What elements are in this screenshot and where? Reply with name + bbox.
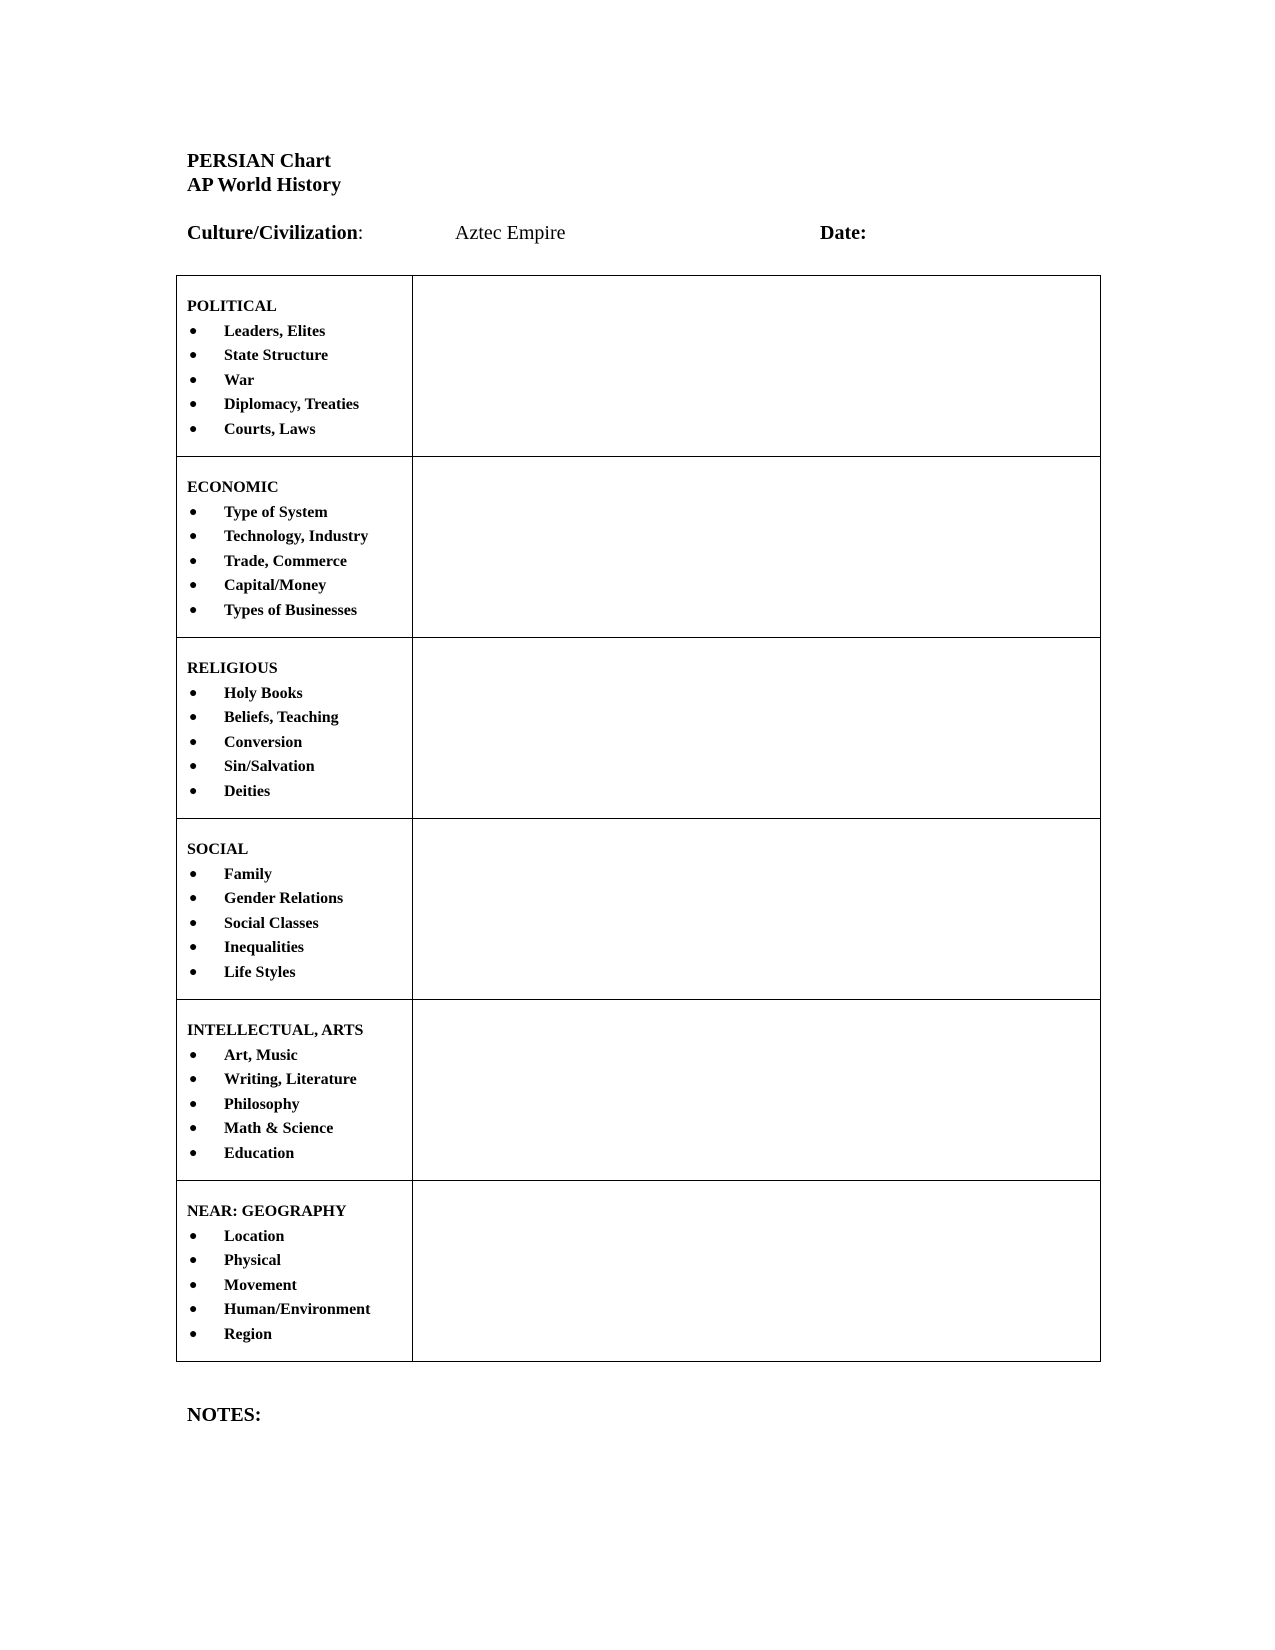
bullet-icon: ● <box>189 1096 198 1112</box>
bullet-icon: ● <box>189 397 198 412</box>
category-item <box>187 418 412 443</box>
page-title: PERSIAN Chart <box>187 150 331 172</box>
category-item-label: Gender Relations <box>224 890 344 907</box>
bullet-icon: ● <box>189 553 198 569</box>
category-cell <box>177 638 413 819</box>
category-item-label: Inequalities <box>224 939 305 956</box>
category-item <box>187 912 412 937</box>
category-item <box>187 344 412 369</box>
category-title: RELIGIOUS <box>187 660 278 677</box>
category-title: INTELLECTUAL, ARTS <box>187 1022 364 1039</box>
category-item <box>187 706 412 731</box>
category-cell <box>177 457 413 638</box>
culture-value: Aztec Empire <box>455 222 566 244</box>
culture-label <box>187 221 363 245</box>
notes-cell-economic[interactable] <box>413 457 1101 638</box>
bullet-icon: ● <box>189 529 198 544</box>
category-title: ECONOMIC <box>187 479 279 496</box>
bullet-icon: ● <box>189 964 198 980</box>
bullet-icon: ● <box>189 734 198 750</box>
bullet-icon: ● <box>189 1047 198 1063</box>
category-list <box>187 1044 412 1167</box>
category-item-label: Capital/Money <box>224 577 327 594</box>
bullet-icon: ● <box>189 866 198 882</box>
category-item-label: Social Classes <box>224 914 319 932</box>
category-item <box>187 682 412 707</box>
bullet-icon: ● <box>189 1121 198 1136</box>
category-item-label: Courts, Laws <box>224 420 316 438</box>
category-item-label: Education <box>224 1144 295 1162</box>
category-item-label: Trade, Commerce <box>224 552 347 570</box>
bullet-icon: ● <box>189 504 198 520</box>
category-item-label: Physical <box>224 1252 281 1269</box>
category-item <box>187 887 412 912</box>
category-list <box>187 1225 412 1348</box>
category-item <box>187 936 412 961</box>
category-item-label: Life Styles <box>224 963 296 981</box>
category-item-label: Leaders, Elites <box>224 322 326 340</box>
notes-cell-geography[interactable] <box>413 1181 1101 1362</box>
category-item-label: War <box>224 371 255 389</box>
notes-cell-intellectual[interactable] <box>413 1000 1101 1181</box>
category-item-label: Beliefs, Teaching <box>224 709 339 726</box>
category-cell <box>177 1000 413 1181</box>
notes-cell-political[interactable] <box>413 276 1101 457</box>
category-item-label: Deities <box>224 782 271 800</box>
category-item <box>187 1142 412 1167</box>
bullet-icon: ● <box>189 1228 198 1244</box>
notes-cell-religious[interactable] <box>413 638 1101 819</box>
category-item <box>187 1068 412 1093</box>
category-item <box>187 1117 412 1142</box>
category-item-label: State Structure <box>224 347 329 364</box>
category-item <box>187 525 412 550</box>
category-item <box>187 961 412 986</box>
section-row-intellectual <box>177 1000 1101 1181</box>
bullet-icon: ● <box>189 685 198 701</box>
category-list <box>187 320 412 443</box>
category-item <box>187 863 412 888</box>
bullet-icon: ● <box>189 891 198 906</box>
category-item-label: Movement <box>224 1276 297 1294</box>
category-item-label: Technology, Industry <box>224 528 369 545</box>
category-item-label: Diplomacy, Treaties <box>224 396 360 413</box>
bullet-icon: ● <box>189 1253 198 1268</box>
category-list <box>187 863 412 986</box>
bullet-icon: ● <box>189 759 198 774</box>
bullet-icon: ● <box>189 1072 198 1087</box>
category-cell <box>177 276 413 457</box>
culture-label-text: Culture/Civilization <box>187 222 358 244</box>
persian-chart-table <box>176 275 1101 1362</box>
date-label: Date: <box>820 222 867 244</box>
category-item <box>187 599 412 624</box>
category-item-label: Sin/Salvation <box>224 758 315 775</box>
category-item <box>187 731 412 756</box>
bullet-icon: ● <box>189 1302 198 1317</box>
category-title: POLITICAL <box>187 298 277 315</box>
category-item-label: Location <box>224 1227 285 1245</box>
notes-cell-social[interactable] <box>413 819 1101 1000</box>
category-item <box>187 393 412 418</box>
category-item <box>187 755 412 780</box>
category-list <box>187 501 412 624</box>
category-item <box>187 320 412 345</box>
culture-label-colon: : <box>357 222 364 244</box>
category-item <box>187 369 412 394</box>
category-item <box>187 1323 412 1348</box>
category-item <box>187 1249 412 1274</box>
category-item-label: Math & Science <box>224 1120 334 1137</box>
category-item-label: Type of System <box>224 503 328 521</box>
section-row-social <box>177 819 1101 1000</box>
category-item <box>187 1225 412 1250</box>
category-item <box>187 1274 412 1299</box>
section-row-economic <box>177 457 1101 638</box>
bullet-icon: ● <box>189 323 198 339</box>
bullet-icon: ● <box>189 1145 198 1161</box>
category-item <box>187 1298 412 1323</box>
bullet-icon: ● <box>189 783 198 799</box>
category-item <box>187 574 412 599</box>
section-row-geography <box>177 1181 1101 1362</box>
bullet-icon: ● <box>189 915 198 931</box>
page-subtitle: AP World History <box>187 174 342 196</box>
bullet-icon: ● <box>189 940 198 955</box>
category-item-label: Philosophy <box>224 1095 300 1113</box>
category-cell <box>177 819 413 1000</box>
bullet-icon: ● <box>189 602 198 618</box>
category-item <box>187 1044 412 1069</box>
bullet-icon: ● <box>189 1277 198 1293</box>
category-cell <box>177 1181 413 1362</box>
category-item-label: Human/Environment <box>224 1301 371 1318</box>
category-title: NEAR: GEOGRAPHY <box>187 1203 347 1220</box>
bullet-icon: ● <box>189 710 198 725</box>
category-item-label: Conversion <box>224 733 303 751</box>
bullet-icon: ● <box>189 421 198 437</box>
category-item <box>187 780 412 805</box>
section-row-religious <box>177 638 1101 819</box>
category-item-label: Holy Books <box>224 684 303 702</box>
bullet-icon: ● <box>189 1326 198 1342</box>
category-item-label: Region <box>224 1325 272 1343</box>
category-title: SOCIAL <box>187 841 249 858</box>
notes-label: NOTES: <box>187 1404 262 1426</box>
category-item <box>187 1093 412 1118</box>
category-item-label: Types of Businesses <box>224 601 358 619</box>
bullet-icon: ● <box>189 578 198 593</box>
category-item-label: Family <box>224 865 272 883</box>
bullet-icon: ● <box>189 372 198 388</box>
bullet-icon: ● <box>189 348 198 363</box>
section-row-political <box>177 276 1101 457</box>
category-item-label: Writing, Literature <box>224 1071 357 1088</box>
category-list <box>187 682 412 805</box>
category-item <box>187 550 412 575</box>
category-item <box>187 501 412 526</box>
category-item-label: Art, Music <box>224 1046 298 1064</box>
